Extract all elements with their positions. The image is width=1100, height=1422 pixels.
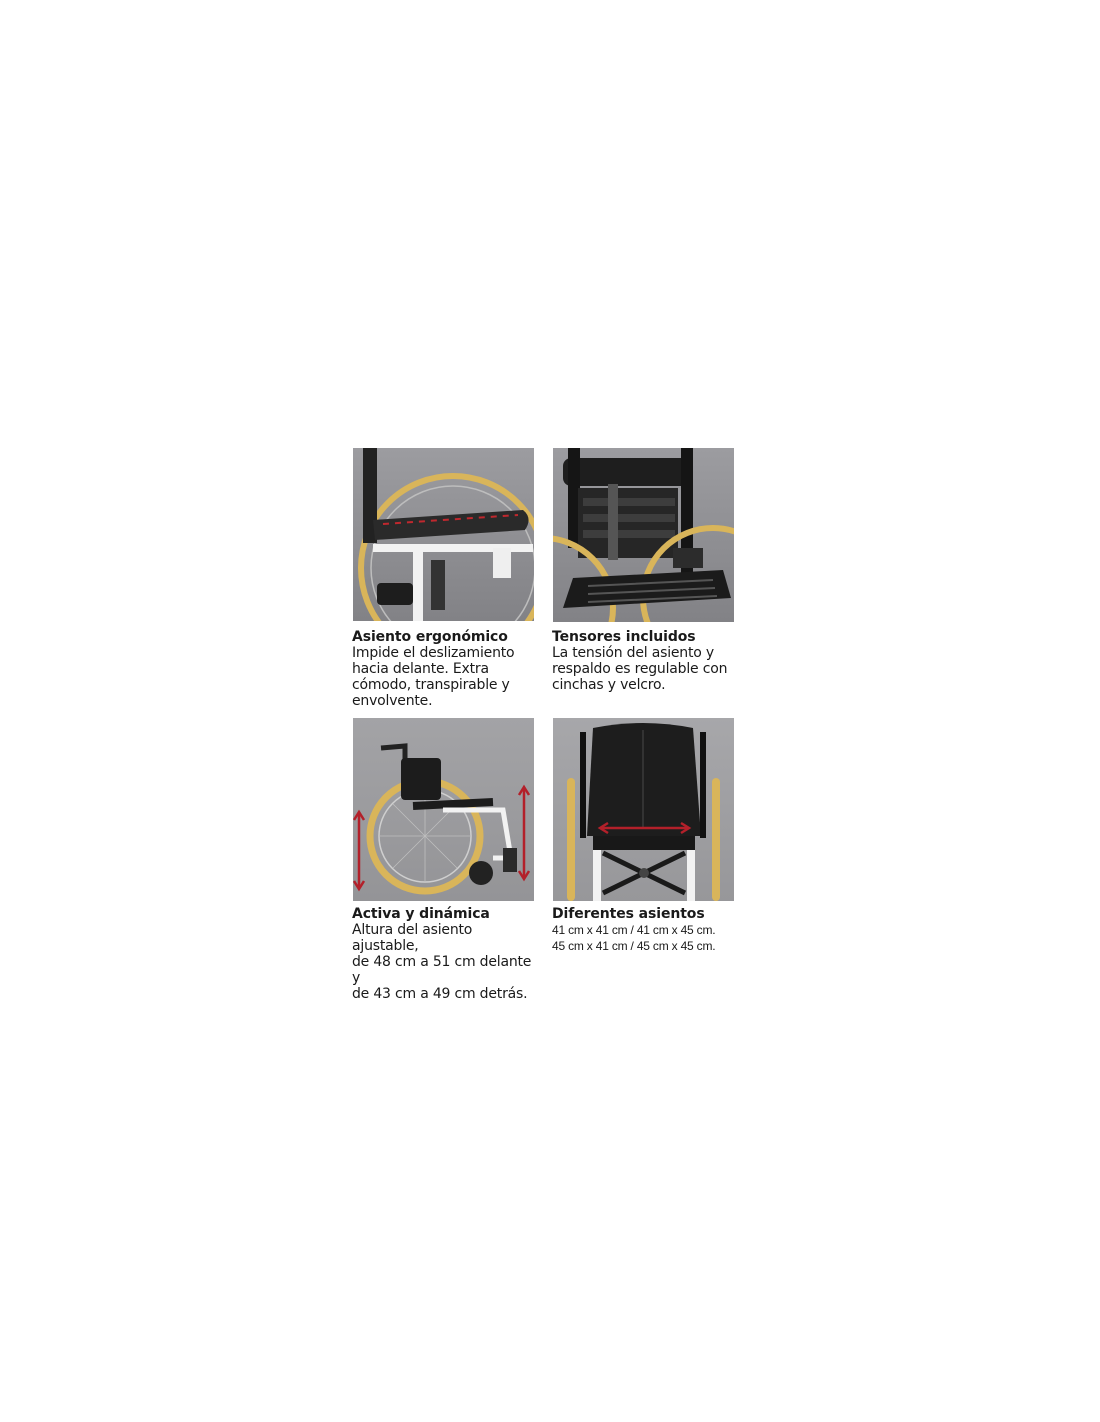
seat-sizes-photo [553,718,734,901]
feature-description: 41 cm x 41 cm / 41 cm x 45 cm. 45 cm x 41 cm / 45 cm x 45 cm. [552,923,716,953]
feature-title: Diferentes asientos [552,906,705,922]
wheelchair-side-illustration [353,718,534,901]
tensioners-photo [553,448,734,622]
ergonomic-seat-photo [353,448,534,621]
feature-title: Activa y dinámica [352,906,490,922]
feature-title: Tensores incluidos [552,629,696,645]
feature-title: Asiento ergonómico [352,629,508,645]
backrest-straps-illustration [553,448,734,622]
wheelchair-front-illustration [553,718,734,901]
seat-cushion-illustration [353,448,534,621]
active-dynamic-photo [353,718,534,901]
feature-description: La tensión del asiento y respaldo es regulable con cinchas y velcro. [552,645,728,693]
feature-description: Altura del asiento ajustable, de 48 cm a 51 cm delante y de 43 cm a 49 cm detrás. [352,922,532,1002]
feature-description: Impide el deslizamiento hacia delante. Extra cómodo, transpirable y envolvente. [352,645,515,709]
